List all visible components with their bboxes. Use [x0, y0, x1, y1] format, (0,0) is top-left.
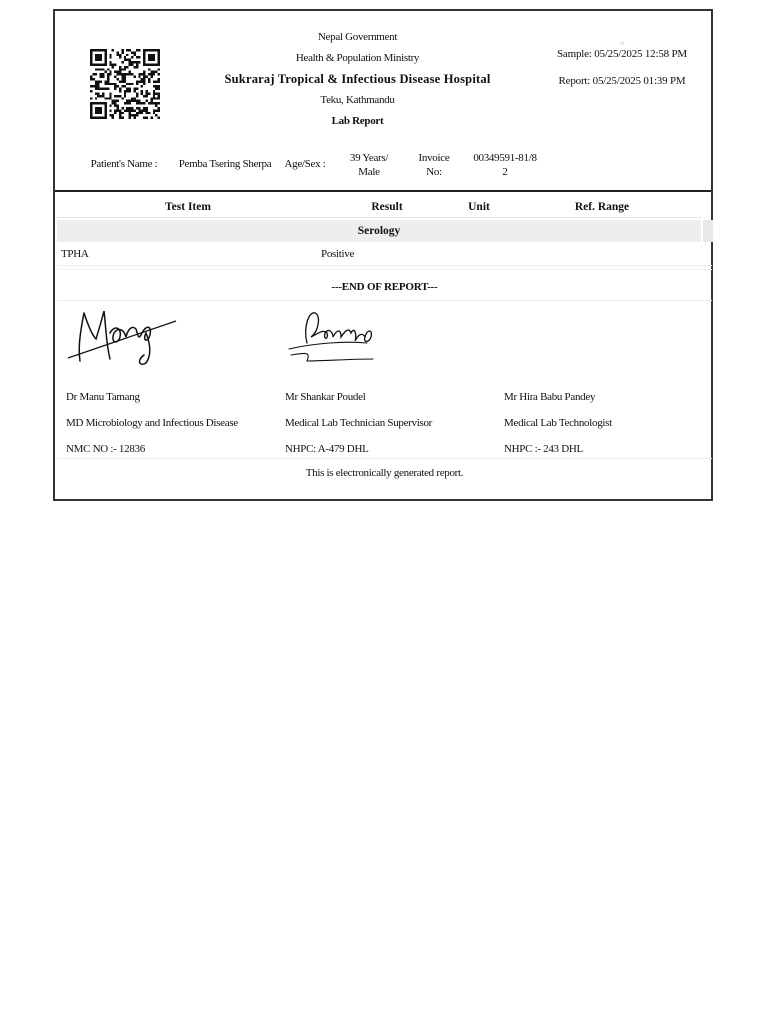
- age-sex-label: Age/Sex :: [284, 158, 326, 170]
- signatory-name: Dr Manu Tamang: [66, 391, 140, 403]
- patient-info-row: [55, 151, 711, 181]
- qr-code: [88, 49, 162, 119]
- hospital-location: Teku, Kathmandu: [320, 94, 395, 106]
- hospital-header: [205, 27, 510, 132]
- electronic-report-note: This is electronically generated report.: [57, 458, 712, 487]
- hospital-name: Sukraraj Tropical & Infectious Disease Hospital: [224, 72, 491, 86]
- lab-report-document: [53, 9, 713, 501]
- end-of-report: ---END OF REPORT---: [57, 269, 712, 301]
- signatory-title: MD Microbiology and Infectious Disease: [66, 417, 238, 429]
- government-line: Nepal Government: [317, 31, 398, 43]
- patient-name: Pemba Tsering Sherpa: [178, 158, 272, 170]
- results-table-header: [57, 197, 701, 218]
- result-cell: Positive: [321, 248, 355, 260]
- column-test-item: Test Item: [165, 201, 211, 213]
- invoice-number: 00349591-81/82: [473, 152, 537, 178]
- column-unit: Unit: [468, 201, 490, 213]
- section-heading: Serology: [57, 220, 701, 242]
- signatory-title: Medical Lab Technologist: [504, 417, 612, 429]
- signatory-registration: NHPC :- 243 DHL: [504, 443, 583, 455]
- report-title: Lab Report: [331, 115, 384, 127]
- test-item-cell: TPHA: [61, 248, 89, 260]
- age-sex-value: 39 Years/ Male: [349, 152, 389, 178]
- signature-1-image: [66, 303, 186, 375]
- signatory-1: [66, 303, 276, 453]
- signature-2-image: [285, 303, 405, 375]
- table-row: [57, 243, 712, 266]
- section-heading-tail: [703, 220, 713, 242]
- ministry-line: Health & Population Ministry: [295, 52, 420, 64]
- signatory-registration: NHPC: A-479 DHL: [285, 443, 369, 455]
- signatory-registration: NMC NO :- 12836: [66, 443, 145, 455]
- column-ref-range: Ref. Range: [574, 201, 630, 213]
- signatory-name: Mr Hira Babu Pandey: [504, 391, 596, 403]
- invoice-label: Invoice No:: [418, 152, 450, 178]
- signatory-3: [504, 303, 714, 453]
- patient-name-label: Patient's Name :: [90, 158, 158, 170]
- signatory-name: Mr Shankar Poudel: [285, 391, 366, 403]
- signatory-title: Medical Lab Technician Supervisor: [285, 417, 433, 429]
- header-divider: [55, 190, 711, 192]
- column-result: Result: [371, 201, 403, 213]
- report-date: Report: 05/25/2025 01:39 PM: [558, 75, 686, 87]
- circle-mark-icon: ○: [619, 39, 625, 47]
- report-dates: [552, 39, 692, 88]
- signatory-2: [285, 303, 495, 453]
- sample-date: Sample: 05/25/2025 12:58 PM: [557, 48, 687, 60]
